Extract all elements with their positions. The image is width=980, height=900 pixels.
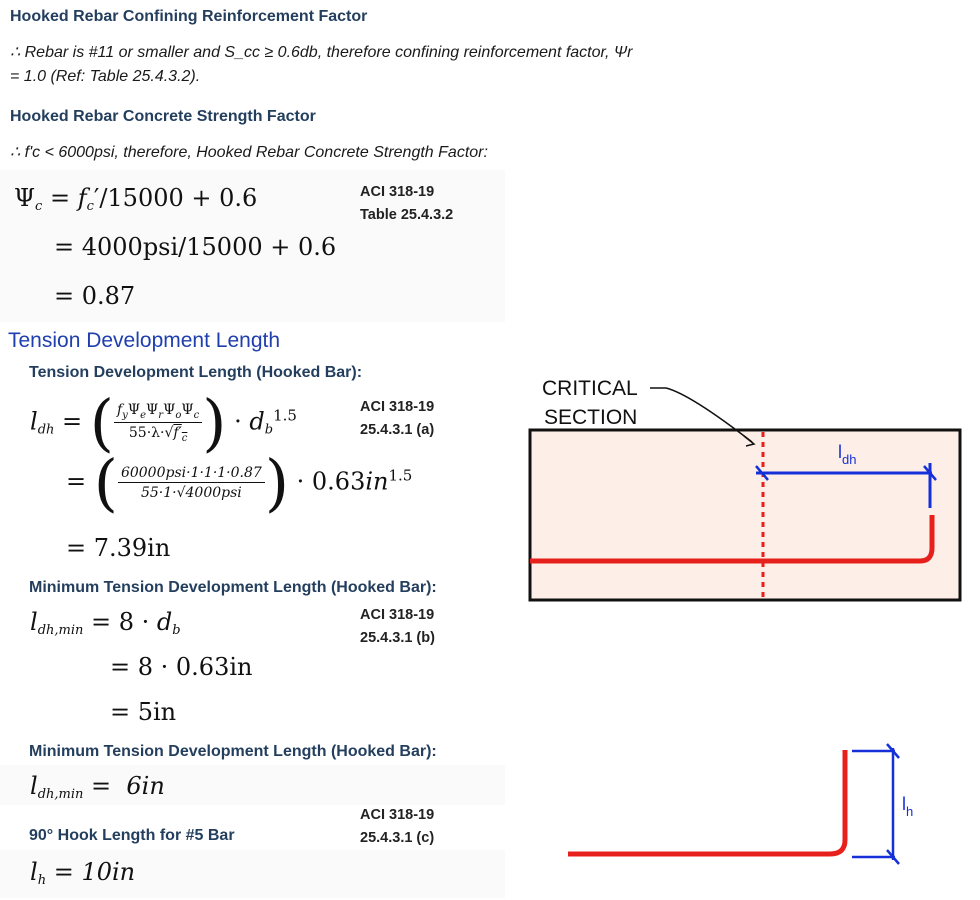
confining-line2: = 1.0 (Ref: Table 25.4.3.2). [10,68,201,85]
strength-heading: Hooked Rebar Concrete Strength Factor [10,108,316,125]
ldh-substitution: = ( $\frac{\text{60000psi·1·1·1·0.87}}{\text{55·1·√4000psi}}$ ) · $0.63in^{1.5}$ [66,446,413,519]
strength-reference: ACI 318-19 Table 25.4.3.2 [360,184,454,223]
tension-heading: Tension Development Length (Hooked Bar): [29,364,363,381]
ldh-min-value: $l_{dh,min} = 6in$ [30,772,165,802]
ldh-min-result: = 5in [110,698,177,726]
hook-reference: ACI 318-19 25.4.3.1 (c) [360,807,435,846]
hook-rebar [568,750,845,854]
psi-c-result: = 0.87 [54,282,136,310]
concrete-section [530,430,960,600]
ldh-result: = 7.39in [66,534,171,562]
development-length-diagram [520,360,970,610]
psi-c-equation: $\Psi_c = f_c'/15000 + 0.6$ [14,184,258,214]
ldh-equation: $l_{dh}$ = ( $\frac{f_y\Psi_e\Psi_r\Psi_o\Psi_c}{55\cdot\lambda\cdot√f'_c}$ ) · $d_b^{1.5}$ [30,386,297,459]
min-tension-heading-2: Minimum Tension Development Length (Hooked Bar): [29,743,437,760]
confining-line1: ∴ Rebar is #11 or smaller and S_cc ≥ 0.6db, therefore confining reinforcement factor, Ψr [10,44,633,61]
tension-reference: ACI 318-19 25.4.3.1 (a) [360,399,435,438]
ldh-min-equation: $l_{dh,min} = 8 \cdot d_b$ [30,608,181,638]
ldh-min-substitution: = 8 · 0.63in [110,653,253,681]
critical-label: CRITICAL [542,377,638,400]
psi-c-substitution: = 4000psi/15000 + 0.6 [54,233,337,261]
strength-line: ∴ f'c < 6000psi, therefore, Hooked Rebar Concrete Strength Factor: [10,144,488,161]
lh-label: $l_h$ [902,794,914,819]
hook-heading: 90° Hook Length for #5 Bar [29,827,235,844]
min-tension-heading: Minimum Tension Development Length (Hooked Bar): [29,579,437,596]
section-title: Tension Development Length [8,329,281,352]
hook-length-diagram [560,740,940,875]
confining-heading: Hooked Rebar Confining Reinforcement Factor [10,8,368,25]
lh-value: $l_h = 10in$ [30,858,136,888]
min-tension-reference: ACI 318-19 25.4.3.1 (b) [360,607,435,646]
ldh-label: $l_{dh}$ [838,442,857,467]
section-label: SECTION [544,406,638,429]
